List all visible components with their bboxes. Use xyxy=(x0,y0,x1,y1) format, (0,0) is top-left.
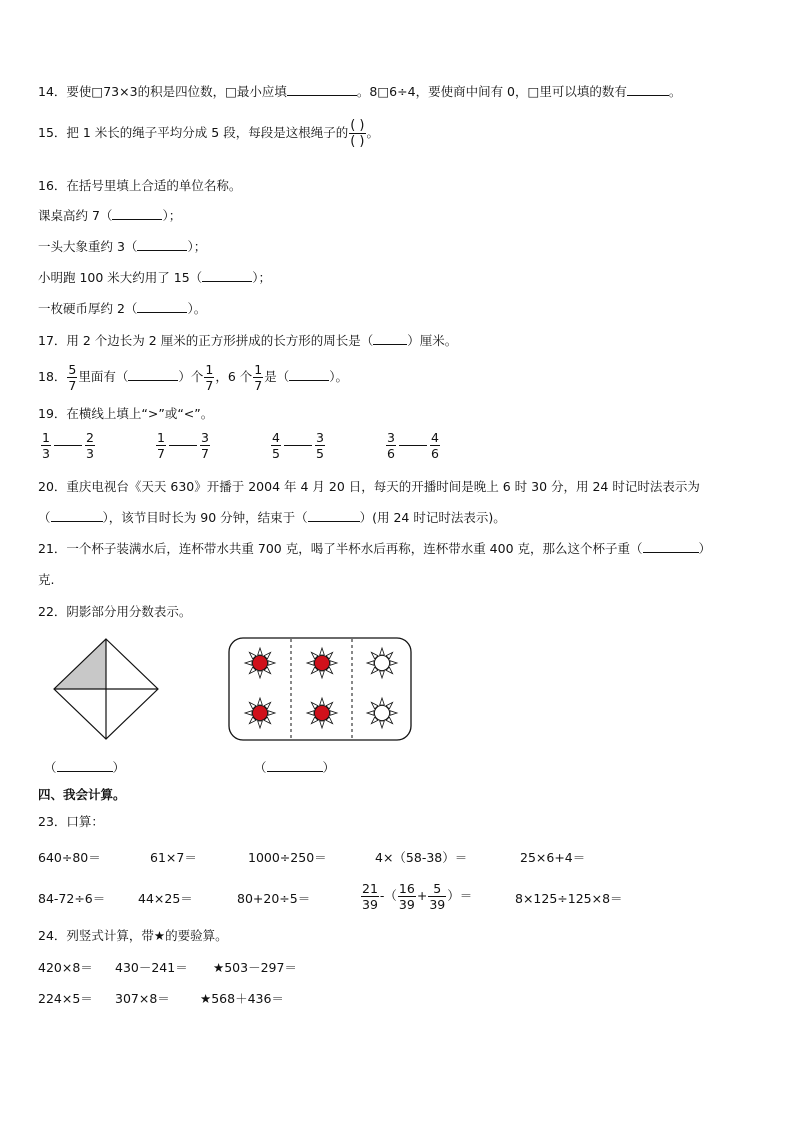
q23-item: 4×（58-38）＝ xyxy=(375,850,468,865)
q18-fraction-5-7 xyxy=(67,362,77,393)
q24-title: 24．列竖式计算，带★的要验算。 xyxy=(38,928,228,943)
q22-a1-post: ） xyxy=(112,760,126,775)
q16-blank-3[interactable] xyxy=(202,269,252,282)
q18-t3: ，6 个 xyxy=(215,369,253,384)
q18-blank-1[interactable] xyxy=(128,368,178,381)
q18-fraction-1-7 xyxy=(204,362,214,393)
q23-f2-den: 39 xyxy=(398,897,415,912)
q19-title: 19．在横线上填上“>”或“<”。 xyxy=(38,406,214,421)
q18-t1: 里面有（ xyxy=(78,369,129,384)
q22-title: 22．阴影部分用分数表示。 xyxy=(38,604,192,619)
q19-p1-b xyxy=(85,430,95,461)
q19-compare-blank-3[interactable] xyxy=(284,445,312,446)
q18-fraction-1-7-b xyxy=(253,362,263,393)
q19-p2-bn: 3 xyxy=(200,430,209,445)
q23-f3-num: 5 xyxy=(433,881,442,896)
q16-item-2-pre: 一头大象重约 3（ xyxy=(38,239,138,254)
q18-f1-num: 5 xyxy=(68,362,77,377)
sun-white-icon xyxy=(367,648,397,678)
q16-item-4-post: ）。 xyxy=(187,301,207,316)
q24-item: ★568＋436＝ xyxy=(200,991,284,1006)
q16-item-1-post: ）； xyxy=(162,208,182,223)
q14-text-4: 。 xyxy=(356,84,370,99)
q18-f2-num: 1 xyxy=(205,362,214,377)
q19-p3-bd: 5 xyxy=(315,446,324,461)
q22-answer-1 xyxy=(44,758,125,776)
q15-end: 。 xyxy=(366,125,380,140)
q19-p4-ad: 6 xyxy=(387,446,395,461)
q14-answer-blank-2[interactable] xyxy=(627,83,669,96)
q20-blank-1[interactable] xyxy=(51,509,103,522)
q16-item-2-post: ）； xyxy=(187,239,207,254)
sun-white-icon xyxy=(367,698,397,728)
q23-op1: -（ xyxy=(379,888,397,903)
q23-f3 xyxy=(428,881,446,912)
q23-f1 xyxy=(361,881,379,912)
q19-p1-an: 1 xyxy=(42,430,50,445)
q20-line-1: 20．重庆电视台《天天 630》开播于 2004 年 4 月 20 日，每天的开播时间是晚上 6 时 30 分，用 24 时记时法表示为 xyxy=(38,479,700,494)
q20-l2a: （ xyxy=(38,510,51,525)
q14-end: 。 xyxy=(668,84,682,99)
q21-line-1 xyxy=(38,540,711,558)
q14-text: 14．要使 xyxy=(38,84,92,99)
q19-pair-3 xyxy=(270,430,326,461)
sun-red-icon xyxy=(307,698,337,728)
q21-end: ） xyxy=(698,541,712,556)
q23-item: 80+20÷5＝ xyxy=(237,891,311,906)
q14-expression-1: □73×3 xyxy=(91,84,138,99)
q22-a2-pre: （ xyxy=(254,760,267,775)
q15-text: 15．把 1 米长的绳子平均分成 5 段，每段是这根绳子的 xyxy=(38,125,349,140)
q23-item: 8×125÷125×8＝ xyxy=(515,891,623,906)
q19-pair-4 xyxy=(385,430,441,461)
q19-p4-a xyxy=(386,430,396,461)
q20-line-2 xyxy=(38,509,506,527)
q14-text-5: ，要使商中间有 0， xyxy=(415,84,528,99)
q21-blank[interactable] xyxy=(643,540,699,553)
q23-item: 1000÷250＝ xyxy=(248,850,327,865)
q19-p3-a xyxy=(271,430,281,461)
question-18 xyxy=(38,360,348,394)
q24-item: 307×8＝ xyxy=(115,991,170,1006)
q23-f1-num: 21 xyxy=(362,881,378,896)
q19-p2-ad: 7 xyxy=(157,446,165,461)
q15-numerator: ( ) xyxy=(350,118,365,133)
q17-post: ）厘米。 xyxy=(407,333,458,348)
sun-red-icon xyxy=(245,648,275,678)
q19-p4-bd: 6 xyxy=(430,446,439,461)
q18-prefix: 18． xyxy=(38,369,67,384)
q20-l2b: ），该节目时长为 90 分钟，结束于（ xyxy=(102,510,308,525)
q14-answer-blank-1[interactable] xyxy=(287,83,357,96)
q19-p4-b xyxy=(430,430,440,461)
q19-p2-an: 1 xyxy=(157,430,165,445)
q14-expression-2: 8□6÷4 xyxy=(369,84,416,99)
q16-item-2 xyxy=(38,238,206,256)
q22-blank-1[interactable] xyxy=(57,759,113,772)
question-14 xyxy=(38,83,681,101)
q14-box: □ xyxy=(225,84,237,99)
q19-compare-blank-1[interactable] xyxy=(54,445,82,446)
q24-item: 420×8＝ xyxy=(38,960,93,975)
q16-item-3-pre: 小明跑 100 米大约用了 15（ xyxy=(38,270,203,285)
question-17 xyxy=(38,332,457,350)
q16-blank-4[interactable] xyxy=(137,300,187,313)
q21-text: 21．一个杯子装满水后，连杯带水共重 700 克，喝了半杯水后再称，连杯带水重 400 克，那么这个杯子重（ xyxy=(38,541,643,556)
sun-red-icon xyxy=(245,698,275,728)
q19-p4-bn: 4 xyxy=(430,430,439,445)
q16-item-4 xyxy=(38,300,206,318)
q24-item: ★503－297＝ xyxy=(213,960,297,975)
q23-item: 640÷80＝ xyxy=(38,850,101,865)
section-4-title: 四、我会计算。 xyxy=(38,787,126,802)
q18-blank-2[interactable] xyxy=(289,368,329,381)
q15-fraction[interactable] xyxy=(349,118,365,149)
q16-item-4-pre: 一枚硬币厚约 2（ xyxy=(38,301,138,316)
q18-f1-den: 7 xyxy=(68,378,77,393)
q23-f3-den: 39 xyxy=(429,897,446,912)
q18-t4: 是（ xyxy=(264,369,290,384)
q17-pre: 17．用 2 个边长为 2 厘米的正方形拼成的长方形的周长是（ xyxy=(38,333,374,348)
q18-f3-den: 7 xyxy=(254,378,263,393)
sun-box-figure xyxy=(226,635,414,743)
q16-item-3 xyxy=(38,269,271,287)
q18-f3-num: 1 xyxy=(254,362,263,377)
q19-pair-1 xyxy=(40,430,96,461)
q24-item: 430－241＝ xyxy=(115,960,188,975)
q23-f2 xyxy=(398,881,416,912)
q22-a1-pre: （ xyxy=(44,760,57,775)
q19-p1-bd: 3 xyxy=(85,446,94,461)
q23-end: ）＝ xyxy=(447,888,473,903)
q19-pair-2 xyxy=(155,430,211,461)
q19-p3-bn: 3 xyxy=(315,430,324,445)
q23-f2-num: 16 xyxy=(398,881,415,896)
q23-op2: + xyxy=(416,888,428,903)
q18-t5: ）。 xyxy=(329,369,349,384)
q19-p4-an: 3 xyxy=(387,430,395,445)
q14-text-3: 最小应填 xyxy=(236,84,287,99)
q19-p3-an: 4 xyxy=(272,430,280,445)
q19-p3-b xyxy=(315,430,325,461)
q20-l2c: ）(用 24 时记时法表示)。 xyxy=(359,510,506,525)
question-15 xyxy=(38,118,379,149)
q16-title: 16．在括号里填上合适的单位名称。 xyxy=(38,178,242,193)
q17-blank[interactable] xyxy=(373,332,407,345)
q19-p1-a xyxy=(41,430,51,461)
q16-item-1 xyxy=(38,207,181,225)
q19-p3-ad: 5 xyxy=(272,446,280,461)
q16-blank-2[interactable] xyxy=(137,238,187,251)
q18-t2: ）个 xyxy=(178,369,204,384)
q20-blank-2[interactable] xyxy=(308,509,360,522)
q19-compare-blank-4[interactable] xyxy=(399,445,427,446)
diamond-figure xyxy=(50,635,162,743)
q22-answer-2 xyxy=(254,758,335,776)
q19-p2-b xyxy=(200,430,210,461)
q18-f2-den: 7 xyxy=(205,378,214,393)
q19-p2-a xyxy=(156,430,166,461)
q16-blank-1[interactable] xyxy=(112,207,162,220)
q23-f1-den: 39 xyxy=(362,897,378,912)
q22-a2-post: ） xyxy=(322,760,336,775)
q14-text-2: 的积是四位数， xyxy=(137,84,226,99)
q14-box-2: □ xyxy=(527,84,540,99)
q23-title: 23．口算： xyxy=(38,814,104,829)
q19-p2-bd: 7 xyxy=(200,446,209,461)
q19-p1-ad: 3 xyxy=(42,446,50,461)
q15-denominator: ( ) xyxy=(350,134,365,149)
q23-item: 25×6+4＝ xyxy=(520,850,586,865)
q21-line-2: 克. xyxy=(38,572,55,587)
q16-item-3-post: ）； xyxy=(252,270,271,285)
q19-p1-bn: 2 xyxy=(85,430,94,445)
q22-blank-2[interactable] xyxy=(267,759,323,772)
q23-item: 61×7＝ xyxy=(150,850,197,865)
q14-text-6: 里可以填的数有 xyxy=(539,84,627,99)
q23-item: 44×25＝ xyxy=(138,891,193,906)
q19-compare-blank-2[interactable] xyxy=(169,445,197,446)
q16-item-1-pre: 课桌高约 7（ xyxy=(38,208,113,223)
sun-red-icon xyxy=(307,648,337,678)
q23-fraction-expression xyxy=(360,878,472,914)
q24-item: 224×5＝ xyxy=(38,991,93,1006)
q23-item: 84-72÷6＝ xyxy=(38,891,106,906)
